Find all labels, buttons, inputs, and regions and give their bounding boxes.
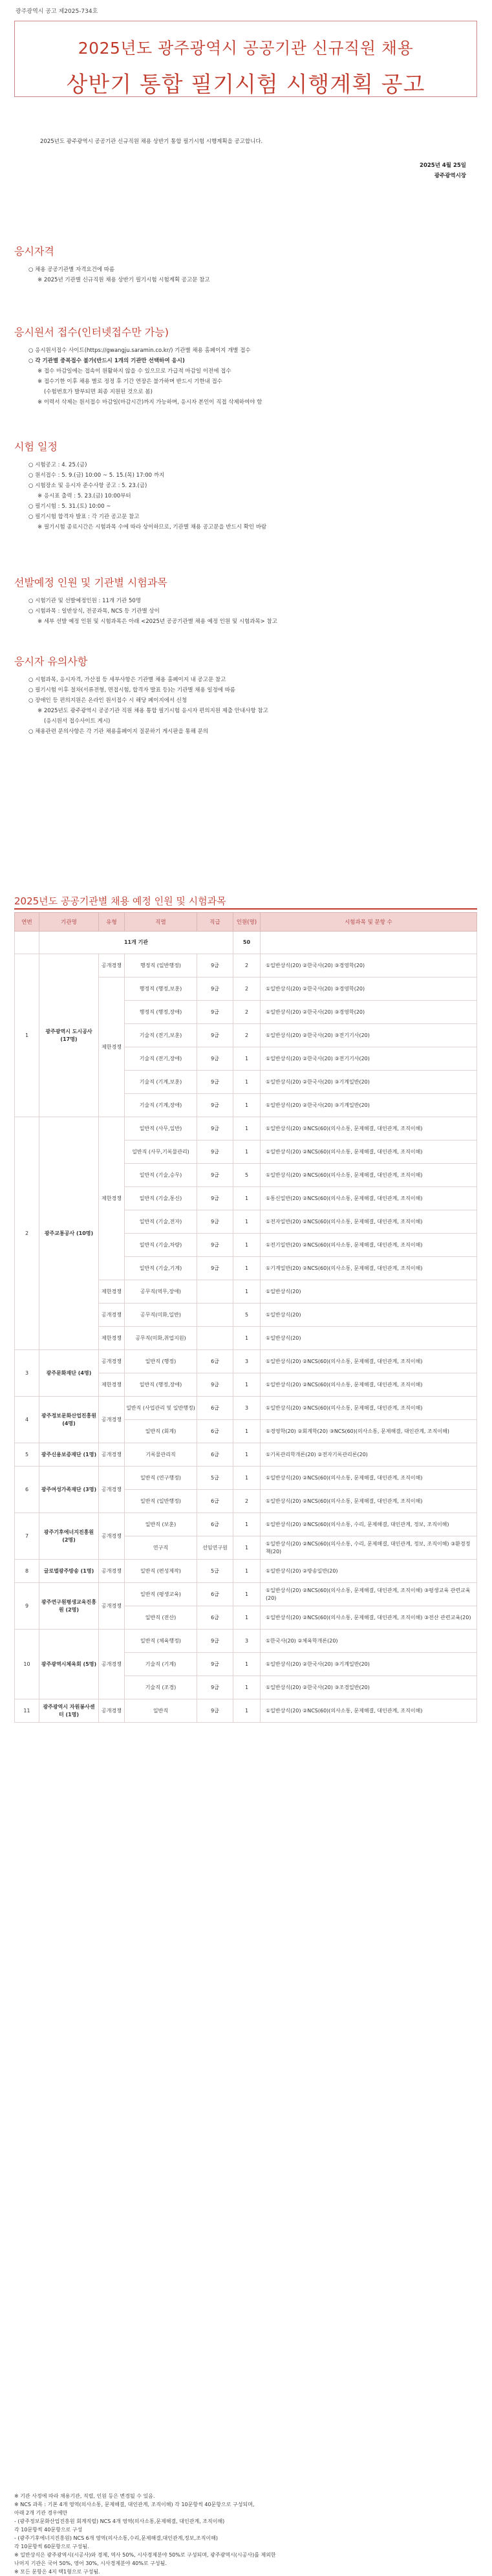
positions-table bbox=[14, 912, 477, 1723]
section-notes bbox=[14, 653, 467, 737]
cell-subjects: ①기계일반(20) ②NCS(60)(의사소통, 문제해결, 대인관계, 조직이해) bbox=[261, 1257, 477, 1280]
table-row bbox=[15, 1513, 477, 1536]
cell-subjects: ①일반상식(20) ②NCS(60)(의사소통, 문제해결, 대인관계, 조직이해) ③전산 관련교육(20) bbox=[261, 1606, 477, 1630]
section-title: 응시자 유의사항 bbox=[14, 655, 88, 668]
cell-subjects: ①일반상식(20) ②한국사(20) ③기계일반(20) bbox=[261, 1653, 477, 1676]
table-row bbox=[15, 1467, 477, 1490]
section-title: 선발예정 인원 및 기관별 시험과목 bbox=[14, 576, 167, 589]
cell-subjects: ①일반상식(20) ②NCS(60)(의사소통, 문제해결, 대인관계, 조직이해) bbox=[261, 1350, 477, 1373]
cell-count: 1 bbox=[233, 1583, 261, 1606]
cell-subjects: ①일반상식(20) ②NCS(60)(의사소통, 수리, 문제해결, 대인관계, 정보, 조직이해) ③환경정책(20) bbox=[261, 1536, 477, 1560]
table-row bbox=[15, 954, 477, 977]
section-line: ※ 필기시험 종료시간은 시험과목 수에 따라 상이하므로, 기관별 채용 공고문을 반드시 확인 바람 bbox=[37, 524, 267, 530]
issue-date: 2025년 4월 25일 bbox=[420, 162, 466, 169]
cell-grade: 9급 bbox=[197, 1047, 233, 1071]
summary-label: 11개 기관 bbox=[39, 932, 233, 954]
table-row bbox=[15, 1630, 477, 1653]
cell-grade bbox=[197, 1304, 233, 1327]
cell-count: 1 bbox=[233, 1210, 261, 1234]
cell-job: 일반직 (편성제작) bbox=[125, 1560, 197, 1583]
cell-job: 행정직 (일반행정) bbox=[125, 954, 197, 977]
section-title: 응시원서 접수(인터넷접수만 가능) bbox=[14, 326, 169, 338]
cell-count: 1 bbox=[233, 1141, 261, 1164]
cell-job: 일반직 (기술,전자) bbox=[125, 1210, 197, 1234]
cell-job: 연구직 bbox=[125, 1536, 197, 1560]
cell-subjects: ①일반상식(20) ②방송일반(20) bbox=[261, 1560, 477, 1583]
cell-job: 일반직 (기술,차량) bbox=[125, 1234, 197, 1257]
cell-grade: 9급 bbox=[197, 1071, 233, 1094]
cell-job: 일반직 (회계) bbox=[125, 1420, 197, 1443]
cell-grade: 9급 bbox=[197, 1210, 233, 1234]
section-title: 응시자격 bbox=[14, 245, 54, 257]
cell-subjects: ①일반상식(20) ②한국사(20) ③기계일반(20) bbox=[261, 1094, 477, 1117]
cell-job: 일반직 (행정,장애) bbox=[125, 1373, 197, 1397]
cell-type: 공개경쟁 bbox=[99, 1304, 125, 1327]
cell-count: 1 bbox=[233, 1071, 261, 1094]
header-grade: 직급 bbox=[197, 913, 233, 932]
cell-type: 공개경쟁 bbox=[99, 1630, 125, 1699]
section-application bbox=[14, 324, 467, 408]
cell-grade: 5급 bbox=[197, 1560, 233, 1583]
cell-subjects: ①일반상식(20) ②한국사(20) ③경영학(20) bbox=[261, 977, 477, 1001]
cell-grade: 6급 bbox=[197, 1490, 233, 1513]
cell-job: 일반직 (전산) bbox=[125, 1606, 197, 1630]
cell-org: 광주광역시 도시공사 (17명) bbox=[39, 954, 99, 1117]
cell-type: 제한경쟁 bbox=[99, 977, 125, 1117]
cell-subjects: ①일반상식(20) ②NCS(60)(의사소통, 문제해결, 대인관계, 조직이해) bbox=[261, 1467, 477, 1490]
cell-subjects: ①일반상식(20) ②NCS(60)(의사소통, 문제해결, 대인관계, 조직이해) bbox=[261, 1141, 477, 1164]
title-box bbox=[14, 21, 477, 97]
cell-grade: 9급 bbox=[197, 1676, 233, 1699]
footnote-line: - (광주기후에너지진흥원) NCS 6개 영역(의사소통,수리,문제해결,대인관계,정보,조직이해) bbox=[14, 2535, 219, 2541]
cell-type: 공개경쟁 bbox=[99, 1467, 125, 1513]
cell-subjects: ①일반상식(20) ②한국사(20) ③기계일반(20) bbox=[261, 1071, 477, 1094]
issuer: 광주광역시장 bbox=[434, 173, 466, 179]
cell-grade: 6급 bbox=[197, 1513, 233, 1536]
footnote-line: ※ NCS 과목 : 기본 4개 영역(의사소통, 문제해결, 대인관계, 조직이해) 각 10문항씩 40문항으로 구성되며, bbox=[14, 2502, 255, 2507]
cell-grade bbox=[197, 1280, 233, 1304]
cell-count: 2 bbox=[233, 977, 261, 1001]
cell-no: 5 bbox=[15, 1443, 39, 1467]
section-eligibility bbox=[14, 243, 467, 285]
section-lines bbox=[14, 345, 467, 408]
section-line: (수험번호가 발부되면 최종 지원된 것으로 봄) bbox=[44, 389, 153, 395]
issue-info bbox=[420, 160, 466, 181]
table-row bbox=[15, 1117, 477, 1141]
cell-job: 기록물관리직 bbox=[125, 1443, 197, 1467]
cell-org: 광주정보문화산업진흥원 (4명) bbox=[39, 1397, 99, 1443]
section-positions bbox=[14, 574, 467, 627]
header-subjects: 시험과목 및 문항 수 bbox=[261, 913, 477, 932]
cell-job: 일반직 bbox=[125, 1699, 197, 1723]
cell-subjects: ①경영학(20) ②회계학(20) ③NCS(60)(의사소통, 문제해결, 대인관계, 조직이해) bbox=[261, 1420, 477, 1443]
cell-job: 공무직(미화,취업지원) bbox=[125, 1327, 197, 1350]
cell-type: 제한경쟁 bbox=[99, 1117, 125, 1280]
cell-grade: 6급 bbox=[197, 1350, 233, 1373]
cell-subjects: ①일반상식(20) ②한국사(20) ③조경일반(20) bbox=[261, 1676, 477, 1699]
summary-row bbox=[15, 932, 477, 954]
cell-grade: 9급 bbox=[197, 1373, 233, 1397]
cell-job: 기술직 (전기,장애) bbox=[125, 1047, 197, 1071]
cell-subjects: ①일반상식(20) ②한국사(20) ③전기기사(20) bbox=[261, 1024, 477, 1047]
footnotes bbox=[14, 2492, 477, 2576]
cell-grade: 9급 bbox=[197, 1234, 233, 1257]
cell-no: 9 bbox=[15, 1583, 39, 1630]
cell-subjects: ①일반상식(20) ②한국사(20) ③경영학(20) bbox=[261, 1001, 477, 1024]
document-number: 광주광역시 공고 제2025-734호 bbox=[16, 8, 98, 15]
table-row bbox=[15, 1583, 477, 1606]
cell-job: 공무직(미화,일반) bbox=[125, 1304, 197, 1327]
cell-grade: 9급 bbox=[197, 1164, 233, 1187]
cell-grade: 9급 bbox=[197, 977, 233, 1001]
section-line: ※ 2025년도 광주광역시 공공기관 직원 채용 통합 필기시험 응시자 편의지원 제출 안내사항 참고 bbox=[37, 708, 268, 714]
section-line: ○ 응시원서접수 사이트(https://gwangju.saramin.co.kr/) 기관별 채용 홈페이지 개별 접수 bbox=[28, 347, 251, 354]
cell-count: 3 bbox=[233, 1350, 261, 1373]
cell-org: 광주연구원평생교육진흥원 (2명) bbox=[39, 1583, 99, 1630]
cell-grade bbox=[197, 1327, 233, 1350]
section-line: ※ 접수 마감일에는 접속이 원활하지 않을 수 있으므로 가급적 마감일 이전에 접수 bbox=[37, 368, 231, 375]
table-body bbox=[15, 932, 477, 1723]
section-line: ※ 응시표 출력 : 5. 23.(금) 10:00부터 bbox=[37, 493, 131, 499]
cell-job: 일반직 (기술,승무) bbox=[125, 1164, 197, 1187]
cell-type: 공개경쟁 bbox=[99, 1699, 125, 1723]
section-line: ○ 시험과목 : 일반상식, 전공과목, NCS 등 기관별 상이 bbox=[28, 608, 160, 615]
cell-job: 일반직 (사무,일반) bbox=[125, 1117, 197, 1141]
cell-job: 일반직 (연구행정) bbox=[125, 1467, 197, 1490]
cell-subjects: ①일반상식(20) bbox=[261, 1327, 477, 1350]
cell-type: 제한경쟁 bbox=[99, 1327, 125, 1350]
cell-subjects: ①일반상식(20) bbox=[261, 1280, 477, 1304]
cell-type: 공개경쟁 bbox=[99, 1513, 125, 1560]
section-line: ○ 필기시험 이후 절차(서류전형, 면접시험, 합격자 발표 등)는 기관별 채용 일정에 따름 bbox=[28, 687, 236, 693]
cell-count: 1 bbox=[233, 1094, 261, 1117]
cell-count: 1 bbox=[233, 1420, 261, 1443]
cell-grade: 5급 bbox=[197, 1467, 233, 1490]
footnote-line: 각 10문항씩 60문항으로 구성됨. bbox=[14, 2544, 89, 2549]
cell-grade: 6급 bbox=[197, 1583, 233, 1606]
cell-count: 1 bbox=[233, 1443, 261, 1467]
title-line-2: 상반기 통합 필기시험 시행계획 공고 bbox=[66, 72, 425, 98]
cell-count: 1 bbox=[233, 1467, 261, 1490]
cell-no: 2 bbox=[15, 1117, 39, 1350]
cell-type: 공개경쟁 bbox=[99, 1443, 125, 1467]
cell-type: 제한경쟁 bbox=[99, 1373, 125, 1397]
cell-no: 1 bbox=[15, 954, 39, 1117]
cell-type: 제한경쟁 bbox=[99, 1280, 125, 1304]
cell-subjects: ①기록관리학개론(20) ②전자기록관리론(20) bbox=[261, 1443, 477, 1467]
cell-count: 1 bbox=[233, 1513, 261, 1536]
section-lines bbox=[14, 675, 467, 737]
cell-count: 1 bbox=[233, 1280, 261, 1304]
cell-grade: 6급 bbox=[197, 1420, 233, 1443]
cell-job: 기술직 (기계,장애) bbox=[125, 1094, 197, 1117]
section-line: ○ 시험공고 : 4. 25.(금) bbox=[28, 462, 87, 468]
cell-count: 1 bbox=[233, 1606, 261, 1630]
cell-grade: 9급 bbox=[197, 954, 233, 977]
cell-job: 일반직 (일반행정) bbox=[125, 1490, 197, 1513]
summary-subjects bbox=[261, 932, 477, 954]
cell-subjects: ①일반상식(20) ②NCS(60)(의사소통, 수리, 문제해결, 대인관계, 정보, 조직이해) bbox=[261, 1513, 477, 1536]
footnote-line: ※ 일반상식은 광주광역시(시공사)와 경제, 역사 50%, 시사경제분야 50%로 구성되며, 광주광역시(시공사)를 제외한 bbox=[14, 2552, 276, 2558]
header-org: 기관명 bbox=[39, 913, 99, 932]
cell-job: 일반직 (기술,기계) bbox=[125, 1257, 197, 1280]
table-header-row bbox=[15, 913, 477, 932]
cell-job: 기술직 (조경) bbox=[125, 1676, 197, 1699]
cell-job: 일반직 (보훈) bbox=[125, 1513, 197, 1536]
table-row bbox=[15, 1443, 477, 1467]
section-line: ○ 장애인 등 편의지원은 온라인 원서접수 시 해당 페이지에서 신청 bbox=[28, 697, 187, 704]
cell-count: 1 bbox=[233, 1257, 261, 1280]
cell-grade: 9급 bbox=[197, 1117, 233, 1141]
cell-org: 광주기후에너지진흥원 (2명) bbox=[39, 1513, 99, 1560]
table-row bbox=[15, 1560, 477, 1583]
cell-no: 7 bbox=[15, 1513, 39, 1560]
cell-grade: 9급 bbox=[197, 1699, 233, 1723]
cell-type: 공개경쟁 bbox=[99, 954, 125, 977]
table-title: 2025년도 공공기관별 채용 예정 인원 및 시험과목 bbox=[14, 895, 226, 907]
cell-grade: 9급 bbox=[197, 1257, 233, 1280]
section-line: ※ 세부 선발 예정 인원 및 시험과목은 아래 <2025년 공공기관별 채용 예정 인원 및 시험과목> 참고 bbox=[37, 618, 277, 625]
section-lines bbox=[14, 265, 467, 285]
header-type: 유형 bbox=[99, 913, 125, 932]
footnote-line: ※ 기관 사정에 따라 채용기관, 직렬, 인원 등은 변경될 수 있음. bbox=[14, 2493, 155, 2499]
cell-job: 일반직 (행정) bbox=[125, 1350, 197, 1373]
cell-count: 1 bbox=[233, 1187, 261, 1210]
cell-count: 1 bbox=[233, 1047, 261, 1071]
title-line-1: 2025년도 광주광역시 공공기관 신규직원 채용 bbox=[78, 39, 414, 58]
footnote-line: ※ 모든 문항은 4지 택1형으로 구성됨. bbox=[14, 2569, 100, 2575]
cell-subjects: ①일반상식(20) bbox=[261, 1304, 477, 1327]
cell-job: 기술직 (전기,보훈) bbox=[125, 1024, 197, 1047]
footnote-line: 나머지 기관은 국어 50%, 영어 30%, 시사경제분야 40%로 구성됨. bbox=[14, 2560, 167, 2566]
cell-type: 공개경쟁 bbox=[99, 1350, 125, 1373]
cell-no: 8 bbox=[15, 1560, 39, 1583]
cell-org: 광주여성가족재단 (3명) bbox=[39, 1467, 99, 1513]
table-title-underline bbox=[14, 908, 477, 910]
cell-job: 공무직(역무,장애) bbox=[125, 1280, 197, 1304]
cell-count: 5 bbox=[233, 1304, 261, 1327]
cell-no: 4 bbox=[15, 1397, 39, 1443]
cell-job: 일반직 (평생교육) bbox=[125, 1583, 197, 1606]
section-line: ○ 필기시험 합격자 발표 : 각 기관 공고문 참고 bbox=[28, 514, 140, 520]
header-no: 연번 bbox=[15, 913, 39, 932]
cell-org: 광주교통공사 (10명) bbox=[39, 1117, 99, 1350]
cell-grade: 9급 bbox=[197, 1630, 233, 1653]
cell-count: 1 bbox=[233, 1560, 261, 1583]
section-line: ○ 각 기관별 중복접수 불가(반드시 1개의 기관만 선택하여 응시) bbox=[28, 358, 185, 364]
section-line: ○ 채용 공공기관별 자격요건에 따름 bbox=[28, 267, 115, 273]
cell-count: 2 bbox=[233, 1024, 261, 1047]
cell-subjects: ①일반상식(20) ②NCS(60)(의사소통, 문제해결, 대인관계, 조직이해) ③평생교육 관련교육(20) bbox=[261, 1583, 477, 1606]
cell-org: 광주신용보증재단 (1명) bbox=[39, 1443, 99, 1467]
table-row bbox=[15, 1699, 477, 1723]
section-lines bbox=[14, 596, 467, 627]
footnote-line: 아래 2개 기관 경우에만 bbox=[14, 2510, 68, 2516]
cell-grade: 9급 bbox=[197, 1024, 233, 1047]
cell-job: 일반직 (사무,기록물관리) bbox=[125, 1141, 197, 1164]
cell-count: 2 bbox=[233, 954, 261, 977]
cell-org: 광주문화재단 (4명) bbox=[39, 1350, 99, 1397]
cell-grade: 9급 bbox=[197, 1653, 233, 1676]
section-line: ※ 이력서 삭제는 원서접수 마감일(마감시간)까지 가능하며, 응시자 본인이 직접 삭제하여야 함 bbox=[37, 399, 262, 406]
cell-no: 10 bbox=[15, 1630, 39, 1699]
cell-count: 5 bbox=[233, 1164, 261, 1187]
summary-total: 50 bbox=[233, 932, 261, 954]
cell-subjects: ①전기일반(20) ②NCS(60)(의사소통, 문제해결, 대인관계, 조직이해) bbox=[261, 1234, 477, 1257]
cell-type: 공개경쟁 bbox=[99, 1560, 125, 1583]
cell-job: 일반직 (사업관리 및 일반행정) bbox=[125, 1397, 197, 1420]
section-line: (응시원서 접수사이트 게시) bbox=[44, 718, 111, 725]
footnote-line: - (광주정보문화산업진흥원 회계직렬) NCS 4개 영역(의사소통,문제해결, 대인관계, 조직이해) bbox=[14, 2518, 225, 2524]
section-line: ○ 시험기관 및 선발예정인원 : 11개 기관 50명 bbox=[28, 598, 141, 604]
cell-subjects: ①일반상식(20) ②NCS(60)(의사소통, 문제해결, 대인관계, 조직이해) bbox=[261, 1164, 477, 1187]
cell-count: 1 bbox=[233, 1117, 261, 1141]
header-job: 직렬 bbox=[125, 913, 197, 932]
footnote-line: 각 10문항씩 40문항으로 구성 bbox=[14, 2527, 83, 2533]
section-line: ※ 접수기한 이후 채용 별로 정정 후 기간 연장은 불가하며 반드시 기한내 접수 bbox=[37, 378, 222, 385]
section-title: 시험 일정 bbox=[14, 441, 58, 453]
cell-no: 11 bbox=[15, 1699, 39, 1723]
cell-grade: 6급 bbox=[197, 1397, 233, 1420]
cell-grade: 9급 bbox=[197, 1001, 233, 1024]
cell-job: 일반직 (체육행정) bbox=[125, 1630, 197, 1653]
cell-job: 행정직 (행정,장애) bbox=[125, 1001, 197, 1024]
cell-subjects: ①일반상식(20) ②NCS(60)(의사소통, 문제해결, 대인관계, 조직이해) bbox=[261, 1373, 477, 1397]
cell-count: 2 bbox=[233, 1001, 261, 1024]
lead-text: 2025년도 광주광역시 공공기관 신규직원 채용 상반기 통합 필기시험 시행계획을 공고합니다. bbox=[40, 138, 263, 145]
cell-count: 1 bbox=[233, 1699, 261, 1723]
cell-count: 1 bbox=[233, 1653, 261, 1676]
section-line: ○ 필기시험 : 5. 31.(토) 10:00 ~ bbox=[28, 503, 111, 510]
section-line: ※ 2025년 기관별 신규직원 채용 상반기 필기시험 시험계획 공고문 참고 bbox=[37, 277, 210, 283]
cell-grade: 6급 bbox=[197, 1606, 233, 1630]
cell-no: 3 bbox=[15, 1350, 39, 1397]
cell-count: 3 bbox=[233, 1397, 261, 1420]
cell-job: 일반직 (기술,통신) bbox=[125, 1187, 197, 1210]
cell-count: 1 bbox=[233, 1536, 261, 1560]
cell-grade: 6급 bbox=[197, 1443, 233, 1467]
cell-count: 1 bbox=[233, 1234, 261, 1257]
section-schedule bbox=[14, 439, 467, 532]
cell-org: 광주광역시체육회 (5명) bbox=[39, 1630, 99, 1699]
cell-subjects: ①일반상식(20) ②한국사(20) ③경영학(20) bbox=[261, 954, 477, 977]
cell-no: 6 bbox=[15, 1467, 39, 1513]
cell-grade: 선임연구원 bbox=[197, 1536, 233, 1560]
cell-type: 공개경쟁 bbox=[99, 1583, 125, 1630]
cell-count: 2 bbox=[233, 1490, 261, 1513]
cell-subjects: ①일반상식(20) ②NCS(60)(의사소통, 문제해결, 대인관계, 조직이해) bbox=[261, 1490, 477, 1513]
section-line: ○ 원서접수 : 5. 9.(금) 10:00 ~ 5. 15.(목) 17:00 까지 bbox=[28, 472, 165, 479]
cell-subjects: ①일반상식(20) ②NCS(60)(의사소통, 문제해결, 대인관계, 조직이해) bbox=[261, 1397, 477, 1420]
cell-subjects: ①일반상식(20) ②한국사(20) ③전기기사(20) bbox=[261, 1047, 477, 1071]
header-count: 인원(명) bbox=[233, 913, 261, 932]
cell-org: 광주광역시 자원봉사센터 (1명) bbox=[39, 1699, 99, 1723]
cell-grade: 9급 bbox=[197, 1187, 233, 1210]
summary-cell bbox=[15, 932, 39, 954]
cell-subjects: ①일반상식(20) ②NCS(60)(의사소통, 문제해결, 대인관계, 조직이해) bbox=[261, 1699, 477, 1723]
cell-grade: 9급 bbox=[197, 1094, 233, 1117]
cell-job: 기술직 (기계,보훈) bbox=[125, 1071, 197, 1094]
table-row bbox=[15, 1350, 477, 1373]
section-line: ○ 채용관련 문의사항은 각 기관 채용홈페이지 질문하기 게시판을 통해 문의 bbox=[28, 728, 209, 735]
cell-type: 공개경쟁 bbox=[99, 1397, 125, 1443]
section-line: ○ 시험과목, 응시자격, 가산점 등 세부사항은 기관별 채용 홈페이지 내 공고문 참고 bbox=[28, 677, 226, 683]
section-line: ○ 시험장소 및 응시자 준수사항 공고 : 5. 23.(금) bbox=[28, 483, 147, 489]
cell-count: 1 bbox=[233, 1373, 261, 1397]
cell-count: 1 bbox=[233, 1676, 261, 1699]
cell-grade: 9급 bbox=[197, 1141, 233, 1164]
cell-count: 3 bbox=[233, 1630, 261, 1653]
cell-org: 글로벌광주방송 (1명) bbox=[39, 1560, 99, 1583]
table-row bbox=[15, 1397, 477, 1420]
section-lines bbox=[14, 460, 467, 532]
cell-job: 행정직 (행정,보훈) bbox=[125, 977, 197, 1001]
cell-subjects: ①한국사(20) ②체육학개론(20) bbox=[261, 1630, 477, 1653]
cell-subjects: ①일반상식(20) ②NCS(60)(의사소통, 문제해결, 대인관계, 조직이해) bbox=[261, 1117, 477, 1141]
cell-subjects: ①전자일반(20) ②NCS(60)(의사소통, 문제해결, 대인관계, 조직이해) bbox=[261, 1210, 477, 1234]
cell-count: 1 bbox=[233, 1327, 261, 1350]
cell-subjects: ①통신일반(20) ②NCS(60)(의사소통, 문제해결, 대인관계, 조직이해) bbox=[261, 1187, 477, 1210]
cell-job: 기술직 (기계) bbox=[125, 1653, 197, 1676]
